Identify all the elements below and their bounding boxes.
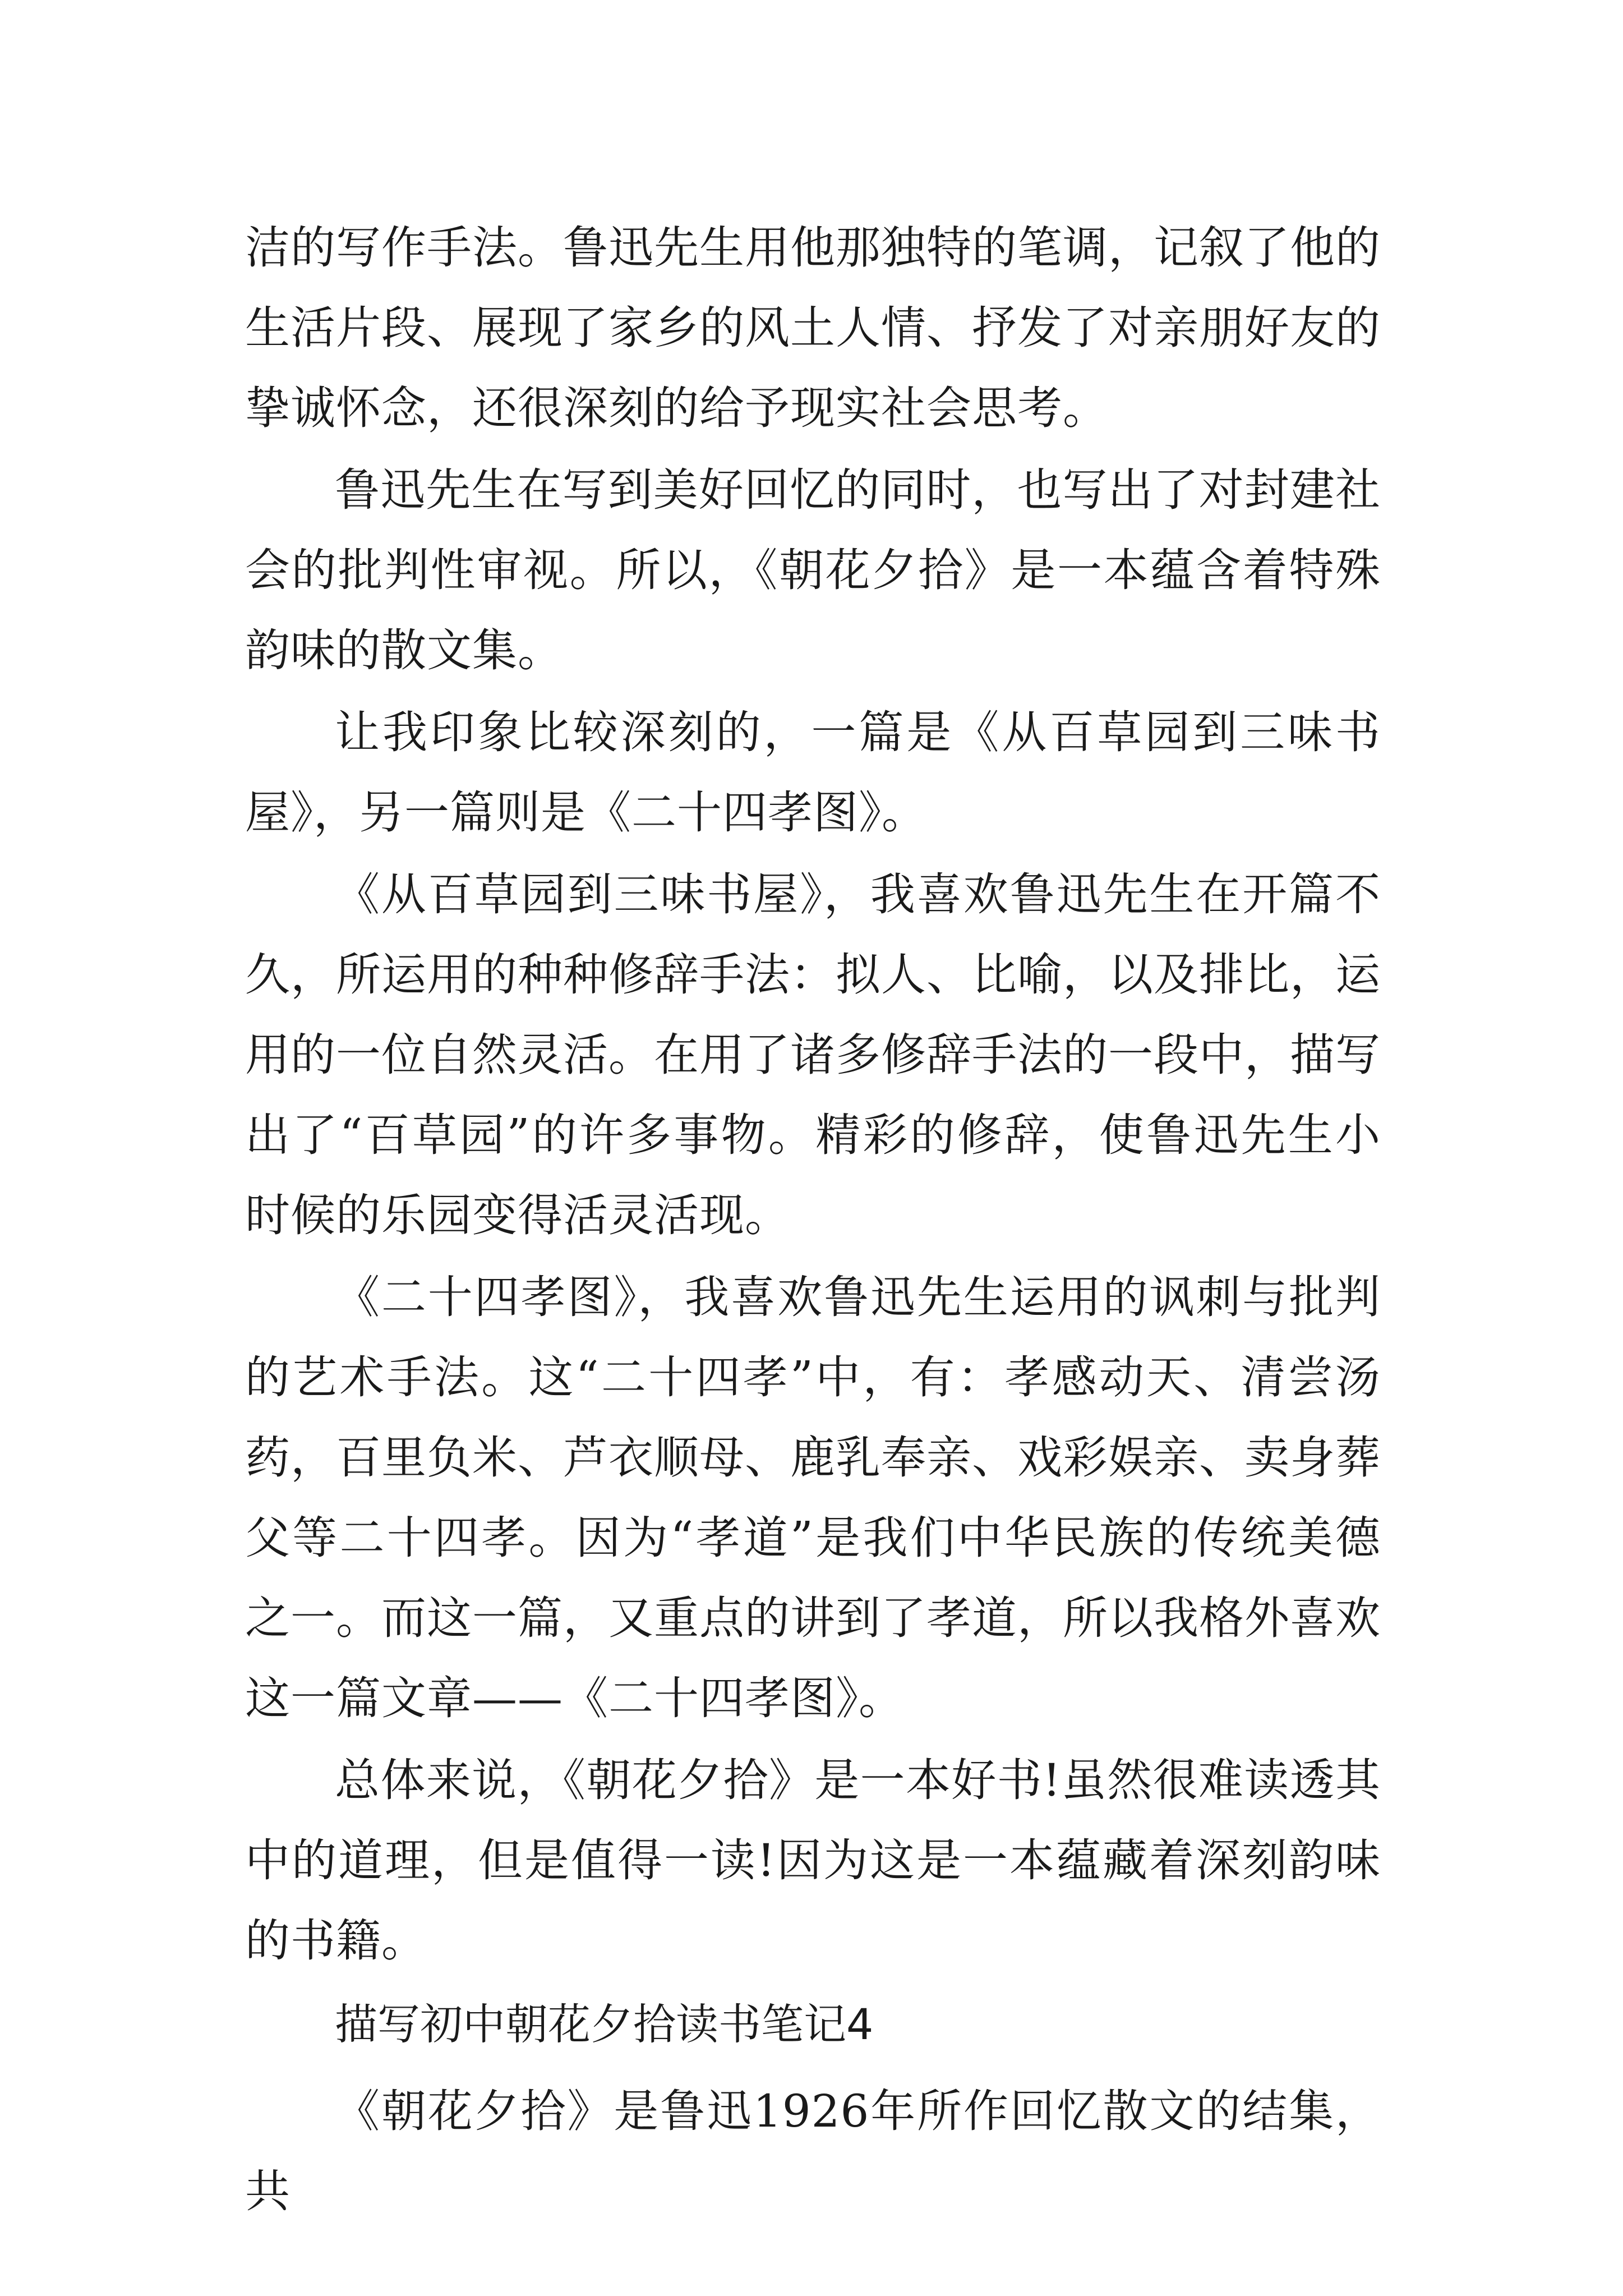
section-heading: 描写初中朝花夕拾读书笔记4 xyxy=(335,1999,874,2049)
paragraph: 《朝花夕拾》是鲁迅1926年所作回忆散文的结集，共 xyxy=(245,2085,1381,2217)
paragraph: 《从百草园到三味书屋》，我喜欢鲁迅先生在开篇不久，所运用的种种修辞手法：拟人、比喻，以及排比，运用的一位自然灵活。在用了诸多修辞手法的一段中，描写出了“百草园”的许多事物。精彩的修辞，使鲁迅先生小时候的乐园变得活灵活现。 xyxy=(245,868,1381,1241)
paragraph-continuation: 洁的写作手法。鲁迅先生用他那独特的笔调，记叙了他的生活片段、展现了家乡的风土人情、抒发了对亲朋好友的挚诚怀念，还很深刻的给予现实社会思考。 xyxy=(245,222,1381,434)
document-body xyxy=(245,208,1381,2233)
paragraph: 《二十四孝图》，我喜欢鲁迅先生运用的讽刺与批判的艺术手法。这“二十四孝”中，有：孝感动天、清尝汤药，百里负米、芦衣顺母、鹿乳奉亲、戏彩娱亲、卖身葬父等二十四孝。因为“孝道”是我们中华民族的传统美德之一。而这一篇，又重点的讲到了孝道，所以我格外喜欢这一篇文章——《二十四孝图》。 xyxy=(245,1271,1381,1724)
paragraph: 总体来说，《朝花夕拾》是一本好书!虽然很难读透其中的道理，但是值得一读!因为这是一本蕴藏着深刻韵味的书籍。 xyxy=(245,1754,1381,1967)
paragraph: 让我印象比较深刻的，一篇是《从百草园到三味书屋》，另一篇则是《二十四孝图》。 xyxy=(245,706,1381,839)
paragraph: 鲁迅先生在写到美好回忆的同时，也写出了对封建社会的批判性审视。所以，《朝花夕拾》是一本蕴含着特殊韵味的散文集。 xyxy=(245,464,1381,677)
